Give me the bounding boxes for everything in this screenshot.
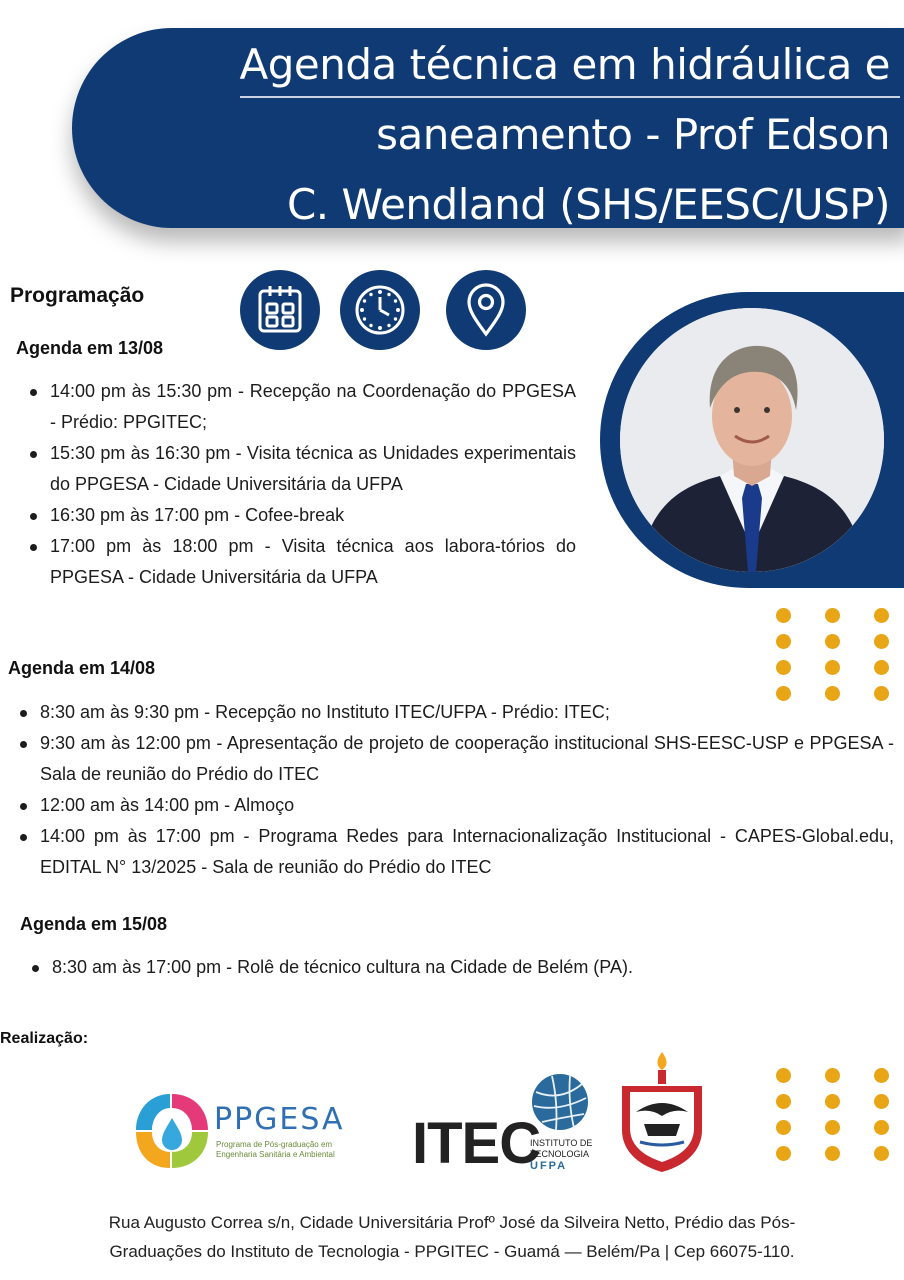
decorative-dots-top xyxy=(776,608,889,701)
day1-list xyxy=(28,376,576,593)
footer-address xyxy=(20,1208,884,1266)
list-item: 17:00 pm às 18:00 pm - Visita técnica aos labora-tórios do PPGESA - Cidade Universitária da UFPA xyxy=(28,531,576,593)
program-heading: Programação xyxy=(10,284,145,307)
ppgesa-subtitle-1: Programa de Pós-graduação em xyxy=(216,1140,333,1149)
clock-icon xyxy=(340,270,420,350)
ppgesa-logo xyxy=(132,1086,378,1176)
itec-logo xyxy=(412,1070,602,1180)
itec-subtitle-2: TECNOLOGIA xyxy=(530,1149,590,1159)
list-item: 12:00 am às 14:00 pm - Almoço xyxy=(18,790,894,821)
speaker-photo xyxy=(620,308,884,572)
list-item: 14:00 pm às 15:30 pm - Recepção na Coordenação do PPGESA - Prédio: PPGITEC; xyxy=(28,376,576,438)
day1-heading: Agenda em 13/08 xyxy=(16,338,164,358)
title-line-2: saneamento - Prof Edson xyxy=(376,110,890,159)
ufpa-seal xyxy=(614,1050,710,1174)
list-item: 16:30 pm às 17:00 pm - Cofee-break xyxy=(28,500,576,531)
list-item: 8:30 am às 17:00 pm - Rolê de técnico cultura na Cidade de Belém (PA). xyxy=(30,952,890,983)
calendar-icon xyxy=(240,270,320,350)
day2-list xyxy=(18,697,894,883)
speaker-photo-frame xyxy=(600,292,904,588)
itec-subtitle-3: UFPA xyxy=(530,1160,568,1172)
organizers-heading: Realização: xyxy=(0,1030,89,1047)
ppgesa-name: PPGESA xyxy=(214,1102,345,1137)
day3-heading: Agenda em 15/08 xyxy=(20,914,168,934)
list-item: 15:30 pm às 16:30 pm - Visita técnica as Unidades experimentais do PPGESA - Cidade Universitária da UFPA xyxy=(28,438,576,500)
title-line-1: Agenda técnica em hidráulica e xyxy=(239,40,890,89)
decorative-dots-bottom xyxy=(776,1068,889,1161)
itec-name: ITEC xyxy=(412,1111,541,1176)
day2-heading: Agenda em 14/08 xyxy=(8,658,156,678)
title-line-3: C. Wendland (SHS/EESC/USP) xyxy=(286,180,890,229)
itec-subtitle-1: INSTITUTO DE xyxy=(530,1138,593,1148)
location-pin-icon xyxy=(446,270,526,350)
day3-list xyxy=(30,952,890,983)
footer-line-2: Graduações do Instituto de Tecnologia - PPGITEC - Guamá — Belém/Pa | Cep 66075-110. xyxy=(109,1242,795,1261)
ppgesa-subtitle-2: Engenharia Sanitária e Ambiental xyxy=(216,1150,335,1159)
list-item: 14:00 pm às 17:00 pm - Programa Redes para Internacionalização Institucional - CAPES-Global.edu, EDITAL N° 13/2025 - Sala de reunião do Prédio do ITEC xyxy=(18,821,894,883)
list-item: 9:30 am às 12:00 pm - Apresentação de projeto de cooperação institucional SHS-EESC-USP e PPGESA - Sala de reunião do Prédio do ITEC xyxy=(18,728,894,790)
page-title xyxy=(170,30,890,240)
list-item: 8:30 am às 9:30 pm - Recepção no Instituto ITEC/UFPA - Prédio: ITEC; xyxy=(18,697,894,728)
footer-line-1: Rua Augusto Correa s/n, Cidade Universitária Profº José da Silveira Netto, Prédio das Pós- xyxy=(108,1213,796,1232)
